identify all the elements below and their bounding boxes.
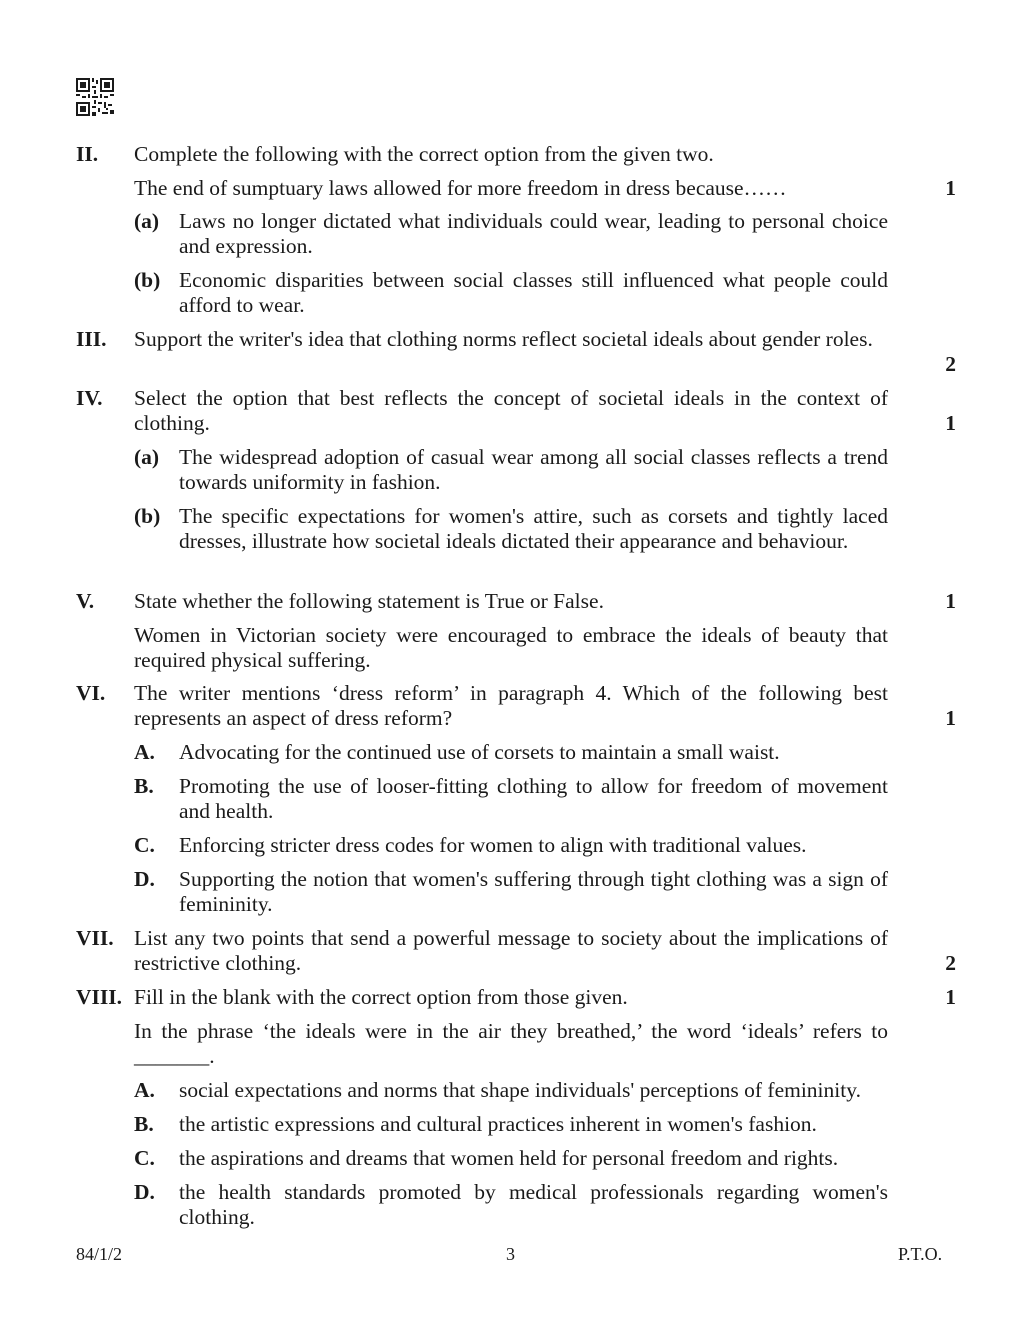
option-text: the aspirations and dreams that women held for personal freedom and rights. [179, 1146, 839, 1170]
option-text: Promoting the use of looser-fitting clothing to allow for freedom of movement and health. [179, 774, 888, 823]
question-stem: Support the writer's idea that clothing norms reflect societal ideals about gender roles. [134, 327, 873, 351]
option-text: social expectations and norms that shape individuals' perceptions of femininity. [179, 1078, 861, 1102]
question-number: III. [76, 327, 107, 351]
question-number: VII. [76, 926, 114, 950]
marks: 2 [945, 352, 956, 376]
question-statement: Women in Victorian society were encouraged to embrace the ideals of beauty that required physical suffering. [134, 623, 888, 672]
question-stem: State whether the following statement is True or False. [134, 589, 604, 613]
question-number: II. [76, 142, 99, 166]
question-stem: The writer mentions ‘dress reform’ in paragraph 4. Which of the following best represents an aspect of dress reform? [134, 681, 888, 730]
option-text: Enforcing stricter dress codes for women to align with traditional values. [179, 833, 807, 857]
marks: 1 [945, 411, 956, 435]
option-label: (b) [134, 268, 161, 292]
marks: 1 [945, 176, 956, 200]
pto-label: P.T.O. [898, 1244, 943, 1264]
option-label: (a) [134, 209, 160, 233]
marks: 2 [945, 951, 956, 975]
question-statement: In the phrase ‘the ideals were in the air they breathed,’ the word ‘ideals’ refers to _______. [134, 1019, 888, 1068]
option-text: Laws no longer dictated what individuals could wear, leading to personal choice and expression. [179, 209, 888, 258]
option-label: B. [134, 1112, 154, 1136]
option-text: The specific expectations for women's attire, such as corsets and tightly laced dresses, illustrate how societal ideals dictated their appearance and behaviour. [179, 504, 888, 553]
question-stem: List any two points that send a powerful message to society about the implications of restrictive clothing. [134, 926, 888, 975]
option-label: D. [134, 867, 155, 891]
marks: 1 [945, 706, 956, 730]
option-label: A. [134, 740, 155, 764]
question-number: IV. [76, 386, 103, 410]
page-number: 3 [506, 1244, 515, 1264]
option-text: Economic disparities between social classes still influenced what people could afford to wear. [179, 268, 888, 317]
option-text: the artistic expressions and cultural practices inherent in women's fashion. [179, 1112, 817, 1136]
option-label: B. [134, 774, 154, 798]
option-label: (b) [134, 504, 161, 528]
option-text: The widespread adoption of casual wear among all social classes reflects a trend towards uniformity in fashion. [179, 445, 888, 494]
marks: 1 [945, 985, 956, 1009]
option-text: Supporting the notion that women's suffering through tight clothing was a sign of femininity. [179, 867, 888, 916]
option-text: the health standards promoted by medical professionals regarding women's clothing. [179, 1180, 888, 1229]
question-subtext: The end of sumptuary laws allowed for more freedom in dress because…… [134, 176, 787, 200]
question-stem: Fill in the blank with the correct option from those given. [134, 985, 628, 1009]
question-number: VI. [76, 681, 106, 705]
option-text: Advocating for the continued use of corsets to maintain a small waist. [179, 740, 780, 764]
option-label: C. [134, 833, 155, 857]
question-stem: Complete the following with the correct option from the given two. [134, 142, 714, 166]
option-label: C. [134, 1146, 155, 1170]
paper-code: 84/1/2 [76, 1244, 123, 1264]
question-number: VIII. [76, 985, 123, 1009]
marks: 1 [945, 589, 956, 613]
option-label: (a) [134, 445, 160, 469]
qr-code [76, 78, 114, 116]
question-stem: Select the option that best reflects the concept of societal ideals in the context of clothing. [134, 386, 888, 435]
question-number: V. [76, 589, 95, 613]
option-label: D. [134, 1180, 155, 1204]
option-label: A. [134, 1078, 155, 1102]
